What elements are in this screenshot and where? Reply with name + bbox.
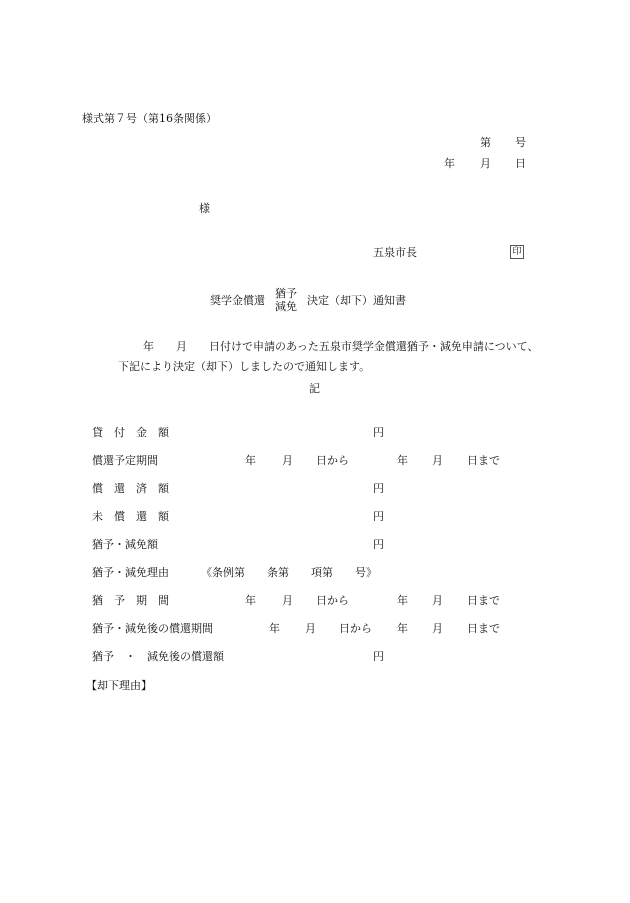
repaid-yen: 円 <box>373 482 384 495</box>
title-stack-top: 猶予 <box>275 287 297 300</box>
grace-from-day: 日から <box>316 594 349 607</box>
plan-from-year: 年 <box>245 454 256 467</box>
title-left: 奨学金償還 <box>210 293 265 307</box>
body-line2: 下記により決定（却下）しましたので通知します。 <box>118 360 371 373</box>
date-year: 年 <box>444 157 455 170</box>
unpaid-label: 未 償 還 額 <box>92 510 169 523</box>
after-to-year: 年 <box>397 622 408 635</box>
loan-amount-label: 貸 付 金 額 <box>92 426 169 439</box>
grace-to-year: 年 <box>397 594 408 607</box>
reject-reason-label: 【却下理由】 <box>86 679 152 692</box>
reason-text: 《条例第 条第 項第 号》 <box>201 566 377 579</box>
plan-period-label: 償還予定期間 <box>92 454 158 467</box>
seal-mark: 印 <box>510 245 524 259</box>
plan-from-month: 月 <box>282 454 293 467</box>
grace-from-month: 月 <box>282 594 293 607</box>
doc-number-prefix: 第 <box>480 136 491 149</box>
ki-heading: 記 <box>309 382 320 395</box>
unpaid-yen: 円 <box>373 510 384 523</box>
after-to-day: 日まで <box>467 622 500 635</box>
after-amount-label: 猶予 ・ 減免後の償還額 <box>92 650 224 663</box>
sender-title: 五泉市長 <box>373 246 417 259</box>
grace-amount-yen: 円 <box>373 538 384 551</box>
grace-amount-label: 猶予・減免額 <box>92 538 158 551</box>
form-number: 様式第７号（第16条関係） <box>82 112 217 125</box>
grace-to-month: 月 <box>432 594 443 607</box>
title-right: 決定（却下）通知書 <box>307 293 406 307</box>
after-period-label: 猶予・減免後の償還期間 <box>92 622 213 635</box>
after-amount-yen: 円 <box>373 650 384 663</box>
after-from-month: 月 <box>305 622 316 635</box>
body-month: 月 <box>176 340 187 353</box>
after-to-month: 月 <box>432 622 443 635</box>
title-stack-bottom: 減免 <box>275 300 297 313</box>
plan-from-day: 日から <box>316 454 349 467</box>
date-day: 日 <box>515 157 526 170</box>
date-month: 月 <box>480 157 491 170</box>
grace-from-year: 年 <box>245 594 256 607</box>
body-line1: 日付けで申請のあった五泉市奨学金償還猶予・減免申請について、 <box>209 340 539 353</box>
after-from-day: 日から <box>339 622 372 635</box>
doc-number-suffix: 号 <box>515 136 526 149</box>
after-from-year: 年 <box>269 622 280 635</box>
body-year: 年 <box>143 340 154 353</box>
notice-title <box>210 287 406 313</box>
grace-to-day: 日まで <box>467 594 500 607</box>
repaid-label: 償 還 済 額 <box>92 482 169 495</box>
plan-to-month: 月 <box>432 454 443 467</box>
plan-to-day: 日まで <box>467 454 500 467</box>
reason-label: 猶予・減免理由 <box>92 566 169 579</box>
addressee-honorific: 様 <box>199 202 210 215</box>
plan-to-year: 年 <box>397 454 408 467</box>
grace-period-label: 猶 予 期 間 <box>92 594 169 607</box>
title-stack <box>275 287 297 313</box>
loan-amount-yen: 円 <box>373 426 384 439</box>
